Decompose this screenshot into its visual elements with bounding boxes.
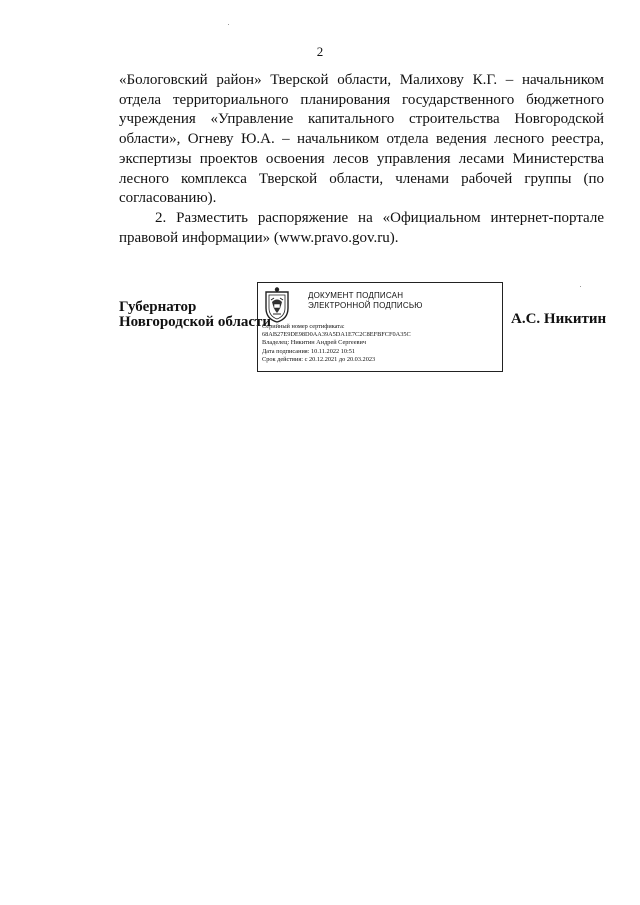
signer-title-line1: Губернатор (119, 299, 197, 315)
certificate-number: 68AB27E9DE98D0AA39A5DA1E7C2C8EFBFCF0A35C (262, 331, 411, 339)
signing-date: Дата подписания: 10.11.2022 10:51 (262, 347, 356, 355)
paragraph-continuation: «Бологовский район» Тверской области, Малихову К.Г. – начальником отдела территориального планирования государственного бюджетного учреждения «Управление капитального строительства Новгородской области», Огневу Ю.А. – начальником отдела ведения лесного реестра, экспертизы проектов освоения лесов управления лесами Министерства лесного комплекса Тверской области, членами рабочей группы (по согласованию). (119, 72, 604, 207)
paragraph-2: 2. Разместить распоряжение на «Официальном интернет-портале правовой информации» (www.pravo.gov.ru). (119, 209, 604, 246)
stamp-details (262, 323, 502, 364)
certificate-validity: Срок действия: с 20.12.2021 до 20.03.2023 (262, 355, 376, 363)
coat-of-arms-icon (262, 286, 292, 324)
certificate-owner: Владелец: Никитин Андрей Сергеевич (262, 339, 367, 347)
signature-block (0, 282, 640, 382)
document-body (119, 71, 604, 248)
signer-title-line2: Новгородской области (119, 314, 272, 330)
stamp-title-line1: ДОКУМЕНТ ПОДПИСАН (308, 291, 404, 300)
page-number: 2 (316, 44, 324, 59)
certificate-label: Серийный номер сертификата: (262, 323, 345, 330)
electronic-signature-stamp (257, 282, 503, 372)
signer-name: А.С. Никитин (511, 311, 607, 327)
scan-speck (228, 24, 229, 25)
stamp-title-line2: ЭЛЕКТРОННОЙ ПОДПИСЬЮ (308, 301, 423, 310)
stamp-title (298, 291, 498, 311)
signer-title (119, 300, 271, 330)
